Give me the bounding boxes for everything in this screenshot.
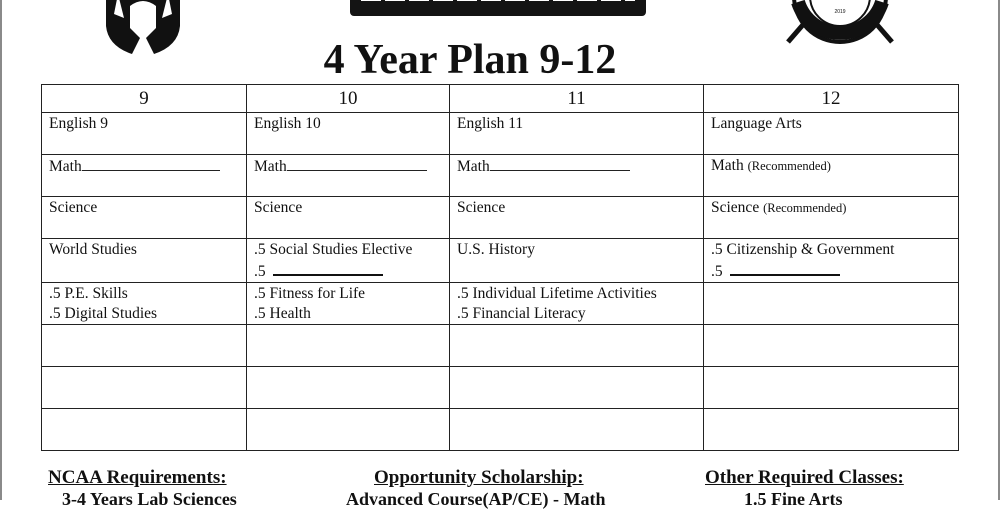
other-required-classes-heading: Other Required Classes: — [705, 467, 904, 488]
course-name: Science — [49, 199, 98, 216]
opportunity-scholarship-item: Advanced Course(AP/CE) - Math — [346, 489, 606, 509]
fill-in-blank[interactable] — [82, 156, 220, 171]
grade-header: 11 — [450, 85, 704, 113]
plan-cell[interactable] — [704, 239, 959, 283]
plan-cell[interactable] — [42, 409, 247, 451]
plan-cell[interactable] — [247, 283, 450, 325]
plan-cell[interactable] — [704, 197, 959, 239]
plan-cell[interactable] — [450, 409, 704, 451]
course-line — [49, 240, 239, 260]
course-name: Math — [254, 158, 287, 175]
plan-cell[interactable] — [704, 283, 959, 325]
course-line — [49, 156, 239, 177]
plan-cell[interactable] — [247, 113, 450, 155]
grade-header: 12 — [704, 85, 959, 113]
course-note: (Recommended) — [747, 159, 831, 173]
plan-cell[interactable] — [42, 155, 247, 197]
course-line — [457, 304, 696, 324]
course-name: Math — [49, 158, 82, 175]
course-name: .5 Individual Lifetime Activities — [457, 285, 657, 302]
ncaa-requirements-item: 3-4 Years Lab Sciences — [62, 489, 237, 509]
course-line — [711, 260, 951, 282]
plan-cell[interactable] — [450, 283, 704, 325]
plan-cell[interactable] — [450, 155, 704, 197]
course-name: U.S. History — [457, 241, 535, 258]
course-name: English 11 — [457, 115, 524, 132]
course-line — [49, 284, 239, 304]
course-name: .5 P.E. Skills — [49, 285, 128, 302]
course-name: English 9 — [49, 115, 108, 132]
course-name: .5 Digital Studies — [49, 305, 158, 322]
plan-cell[interactable] — [247, 197, 450, 239]
course-name: Language Arts — [711, 115, 802, 132]
course-line — [457, 240, 696, 260]
course-name: .5 Social Studies Elective — [254, 241, 413, 258]
plan-row — [42, 283, 959, 325]
plan-row — [42, 155, 959, 197]
plan-cell[interactable] — [704, 113, 959, 155]
plan-cell[interactable] — [450, 197, 704, 239]
plan-cell[interactable] — [42, 367, 247, 409]
course-name: Science — [711, 199, 760, 216]
plan-cell[interactable] — [42, 113, 247, 155]
course-line — [254, 114, 442, 134]
course-name: Math — [457, 158, 490, 175]
page-title: 4 Year Plan 9-12 — [323, 37, 617, 83]
plan-cell[interactable] — [450, 239, 704, 283]
course-name: Science — [254, 199, 303, 216]
plan-cell[interactable] — [247, 409, 450, 451]
plan-cell[interactable] — [450, 113, 704, 155]
plan-cell[interactable] — [42, 197, 247, 239]
course-name: .5 — [254, 263, 266, 280]
grade-header: 9 — [42, 85, 247, 113]
fill-in-blank[interactable] — [730, 260, 840, 276]
plan-cell[interactable] — [704, 367, 959, 409]
course-line — [711, 198, 951, 218]
grade-header: 10 — [247, 85, 450, 113]
course-line — [457, 114, 696, 134]
course-name: .5 Citizenship & Government — [711, 241, 895, 258]
course-name: Math — [711, 157, 744, 174]
course-line — [254, 240, 442, 260]
plan-cell[interactable] — [704, 325, 959, 367]
course-line — [711, 114, 951, 134]
course-line — [254, 198, 442, 218]
course-line — [711, 240, 951, 260]
four-year-plan-table — [41, 84, 959, 451]
plan-cell[interactable] — [450, 367, 704, 409]
course-name: .5 Health — [254, 305, 311, 322]
course-line — [254, 260, 442, 282]
course-name: English 10 — [254, 115, 321, 132]
course-name: .5 Fitness for Life — [254, 285, 366, 302]
course-line — [49, 304, 239, 324]
course-line — [254, 284, 442, 304]
course-name: .5 Financial Literacy — [457, 305, 586, 322]
ncaa-requirements-heading: NCAA Requirements: — [48, 467, 227, 488]
course-line — [457, 284, 696, 304]
course-name: Science — [457, 199, 506, 216]
opportunity-scholarship-heading: Opportunity Scholarship: — [374, 467, 584, 488]
school-name-banner — [350, 0, 646, 16]
course-name: .5 — [711, 263, 723, 280]
plan-row — [42, 197, 959, 239]
course-line — [457, 198, 696, 218]
plan-cell[interactable] — [704, 155, 959, 197]
plan-cell[interactable] — [42, 283, 247, 325]
course-line — [457, 156, 696, 177]
plan-cell[interactable] — [247, 155, 450, 197]
fill-in-blank[interactable] — [287, 156, 427, 171]
plan-cell[interactable] — [247, 367, 450, 409]
other-required-classes-item: 1.5 Fine Arts — [744, 489, 843, 509]
course-line — [49, 198, 239, 218]
course-name: World Studies — [49, 241, 137, 258]
grade-header-row — [42, 85, 959, 113]
plan-cell[interactable] — [704, 409, 959, 451]
course-line — [49, 114, 239, 134]
plan-cell[interactable] — [450, 325, 704, 367]
plan-row — [42, 325, 959, 367]
fill-in-blank[interactable] — [490, 156, 630, 171]
plan-row — [42, 239, 959, 283]
plan-row — [42, 113, 959, 155]
course-line — [254, 304, 442, 324]
course-line — [711, 156, 951, 176]
plan-cell[interactable] — [42, 325, 247, 367]
plan-row — [42, 367, 959, 409]
course-line — [254, 156, 442, 177]
plan-cell[interactable] — [42, 239, 247, 283]
svg-text:2019: 2019 — [834, 9, 846, 15]
fill-in-blank[interactable] — [273, 260, 383, 276]
plan-cell[interactable] — [247, 325, 450, 367]
plan-row — [42, 409, 959, 451]
plan-cell[interactable] — [247, 239, 450, 283]
course-note: (Recommended) — [763, 201, 847, 215]
